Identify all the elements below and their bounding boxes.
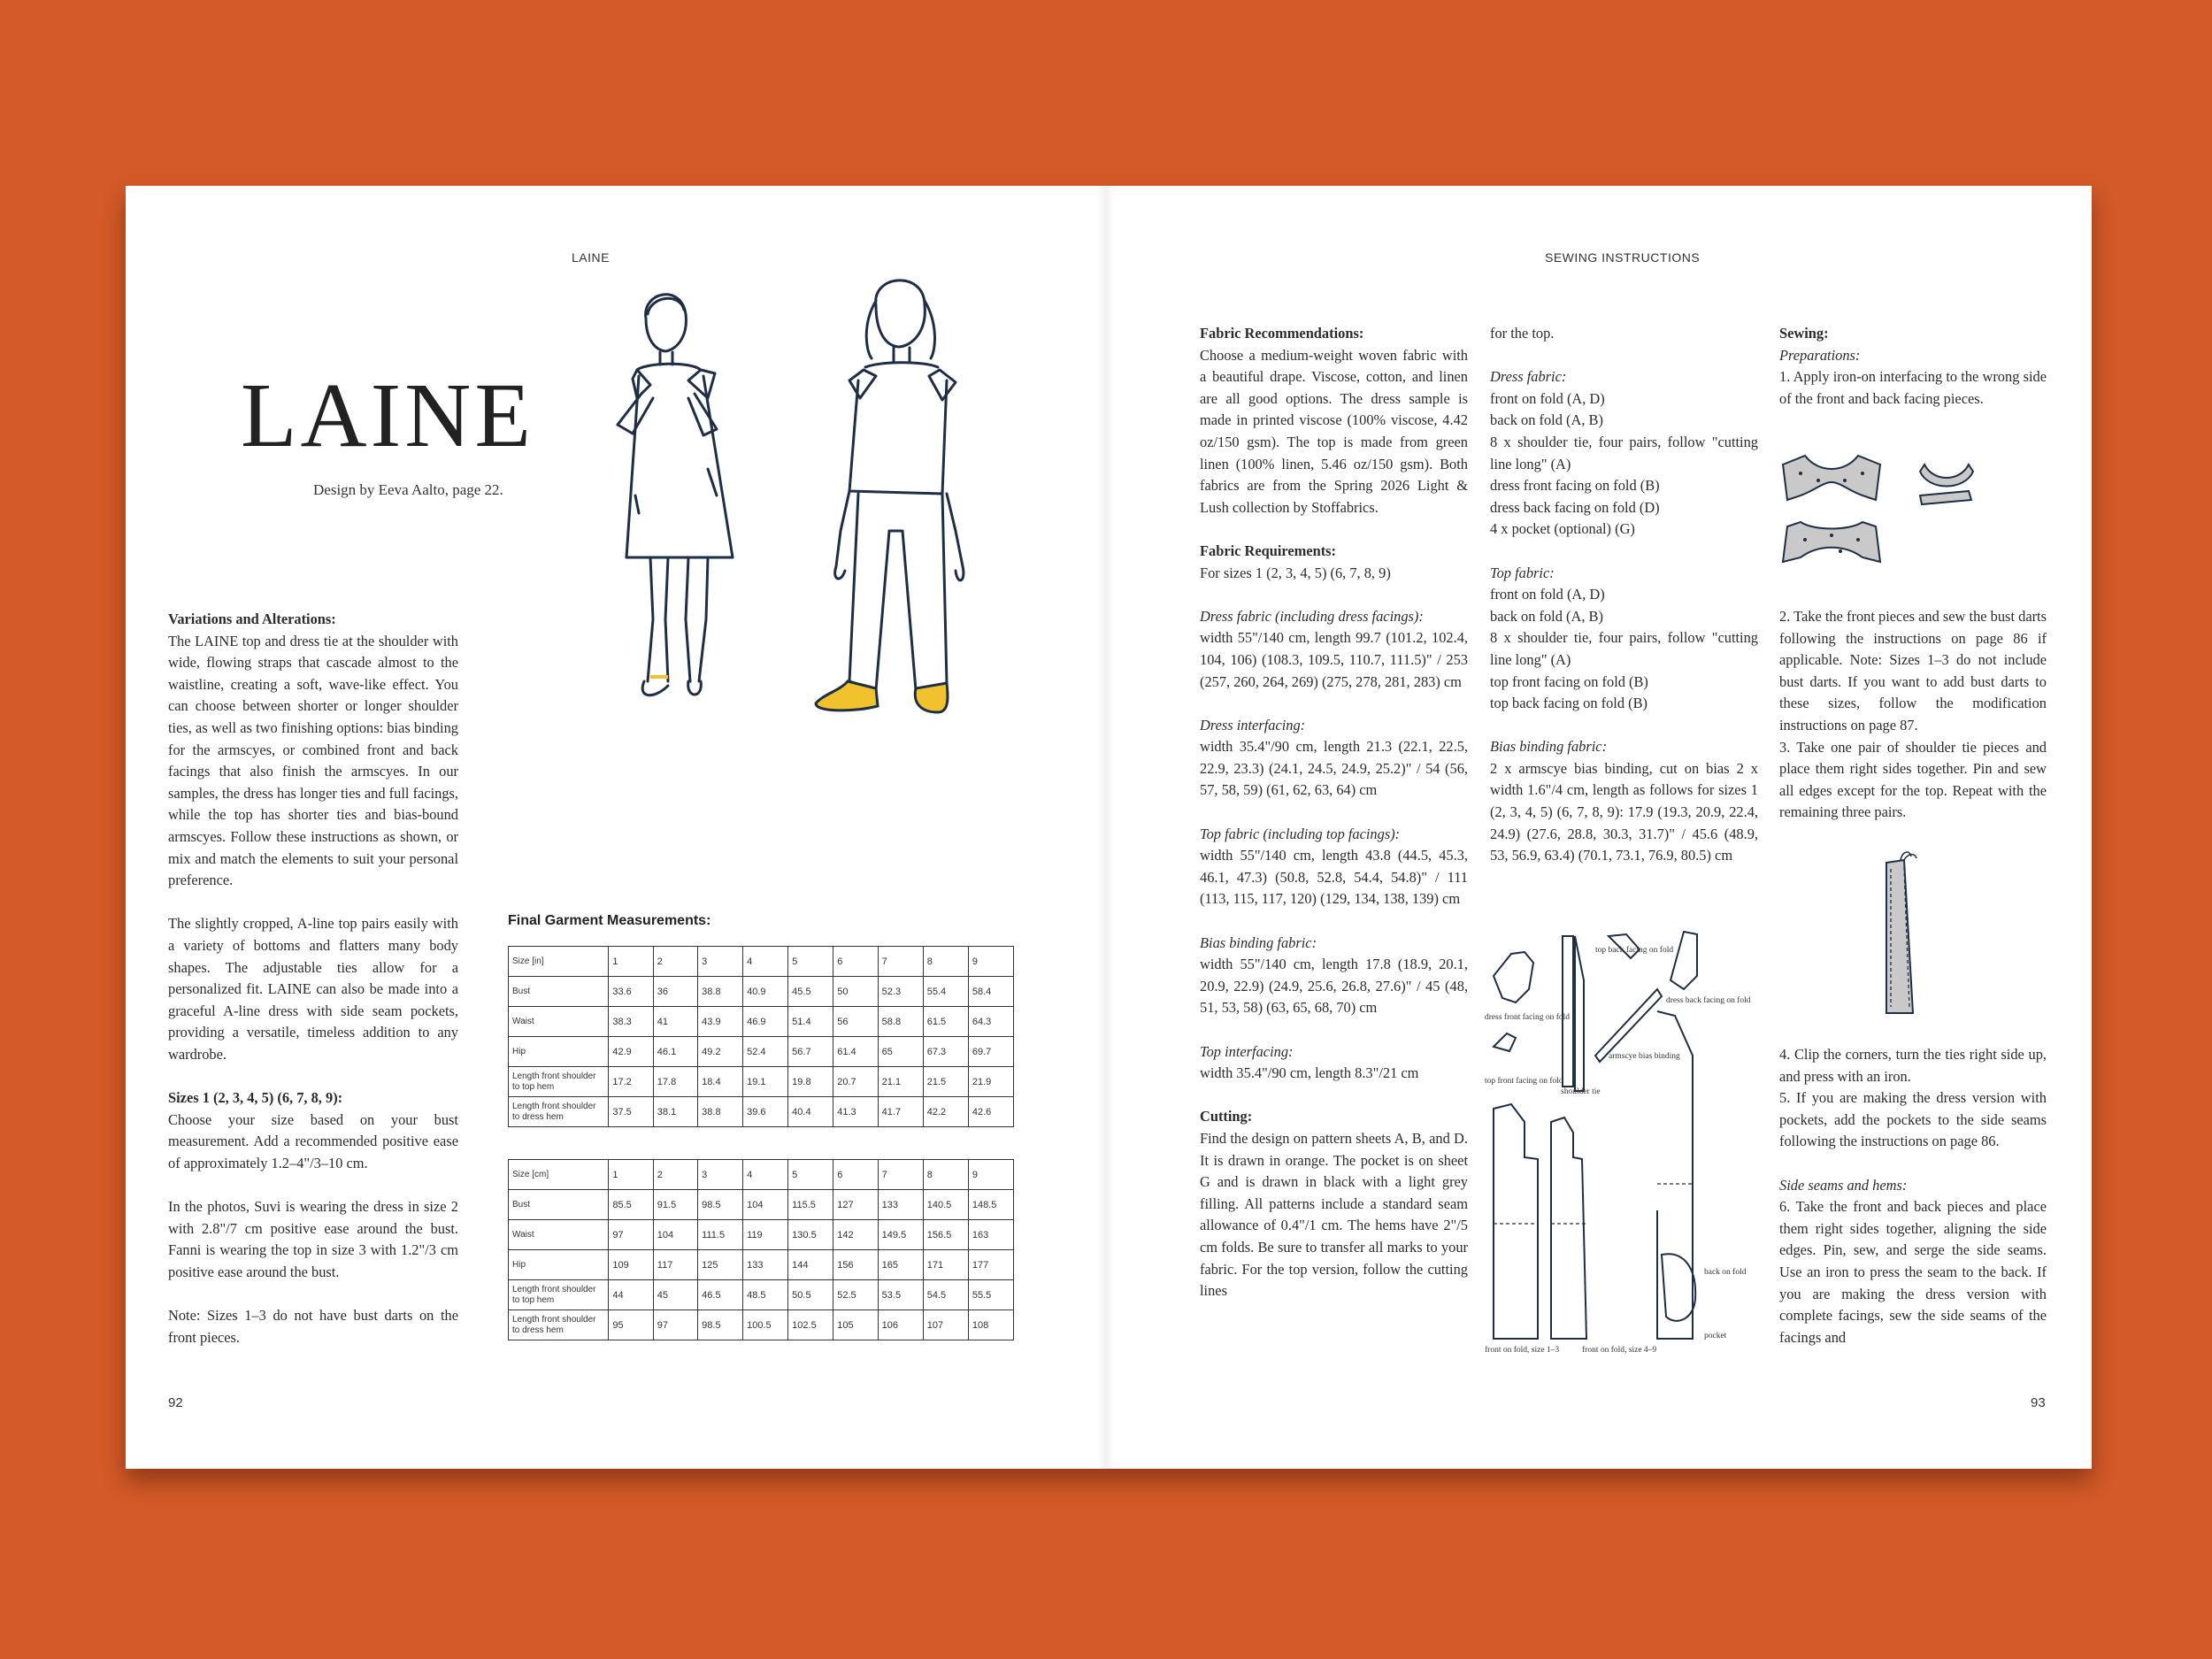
table-cell: 9 <box>968 947 1013 977</box>
table-cell: 5 <box>788 947 833 977</box>
dress-fabric-label: Dress fabric (including dress facings): <box>1200 607 1424 625</box>
dress-front-facing-piece <box>1494 952 1533 1002</box>
table-cell: 8 <box>923 947 968 977</box>
table-cell: 5 <box>788 1160 833 1190</box>
table-cell: 156.5 <box>923 1220 968 1250</box>
label-top-front-facing: top front facing on fold <box>1485 1077 1563 1086</box>
top-interfacing-text: width 35.4"/90 cm, length 8.3"/21 cm <box>1200 1064 1419 1082</box>
table-cell: Length front shoulder to top hem <box>509 1067 609 1097</box>
table-cell: 46.9 <box>743 1007 788 1037</box>
table-cell: 100.5 <box>743 1310 788 1340</box>
shoulder-tie-illustration <box>1876 849 1929 1018</box>
table-cell: 48.5 <box>743 1280 788 1310</box>
table-cell: 58.4 <box>968 977 1013 1007</box>
table-cell: 42.2 <box>923 1097 968 1127</box>
table-cell: 142 <box>833 1220 878 1250</box>
table-cell: 43.9 <box>698 1007 743 1037</box>
table-cell: 4 <box>743 1160 788 1190</box>
label-dress-back-facing: dress back facing on fold <box>1666 996 1751 1005</box>
table-cell: 6 <box>833 1160 878 1190</box>
table-cell: 7 <box>878 947 923 977</box>
table-cell: 64.3 <box>968 1007 1013 1037</box>
right-column-1 <box>1200 323 1468 1302</box>
table-cell: 50 <box>833 977 878 1007</box>
table-cell: 106 <box>878 1310 923 1340</box>
table-cell: 41 <box>653 1007 697 1037</box>
table-cell: 19.1 <box>743 1067 788 1097</box>
table-cell: 117 <box>653 1250 697 1280</box>
label-shoulder-tie: shoulder tie <box>1561 1087 1601 1096</box>
top-front-facing-piece <box>1494 1033 1516 1051</box>
facing-pieces-illustration <box>1778 447 1982 580</box>
table-cell: 107 <box>923 1310 968 1340</box>
table-cell: 54.5 <box>923 1280 968 1310</box>
shoulder-tie-piece <box>1563 936 1573 1087</box>
table-cell: 156 <box>833 1250 878 1280</box>
right-column-3-cont <box>1779 606 2047 824</box>
table-cell: 40.4 <box>788 1097 833 1127</box>
dress-interfacing-label: Dress interfacing: <box>1200 716 1306 733</box>
table-row <box>509 1250 1014 1280</box>
table-cell: 105 <box>833 1310 878 1340</box>
measurements-table <box>508 946 1014 1340</box>
table-cell: 20.7 <box>833 1067 878 1097</box>
pocket-piece <box>1662 1254 1695 1321</box>
table-cell: 37.5 <box>609 1097 653 1127</box>
table-cell: 49.2 <box>698 1037 743 1067</box>
armscye-bias-binding <box>1595 989 1662 1062</box>
table-row <box>509 977 1014 1007</box>
table-cell: 91.5 <box>653 1190 697 1220</box>
label-front-1-3: front on fold, size 1–3 <box>1485 1346 1560 1355</box>
yellow-shoe-right <box>915 683 948 712</box>
table-cell: 148.5 <box>968 1190 1013 1220</box>
table-cell: 56 <box>833 1007 878 1037</box>
step-3: 3. Take one pair of shoulder tie pieces and place them right sides together. Pin and sew all edges except for the top. Repeat with the remaining three pairs. <box>1779 738 2047 821</box>
table-cell: 19.8 <box>788 1067 833 1097</box>
table-cell: 98.5 <box>698 1190 743 1220</box>
table-cell: 9 <box>968 1160 1013 1190</box>
cutting-heading: Cutting: <box>1200 1108 1253 1125</box>
table-cell: 149.5 <box>878 1220 923 1250</box>
table-cell: 36 <box>653 977 697 1007</box>
right-column-2 <box>1490 323 1758 867</box>
sizes-heading: Sizes 1 (2, 3, 4, 5) (6, 7, 8, 9): <box>168 1089 343 1107</box>
table-cell: 38.1 <box>653 1097 697 1127</box>
table-row <box>509 1097 1014 1127</box>
table-cell: 108 <box>968 1310 1013 1340</box>
table-cell: 65 <box>878 1037 923 1067</box>
table-cell: Length front shoulder to top hem <box>509 1280 609 1310</box>
table-cell: Waist <box>509 1220 609 1250</box>
table-cell: Hip <box>509 1037 609 1067</box>
table-cell: 3 <box>698 1160 743 1190</box>
table-cell: Hip <box>509 1250 609 1280</box>
table-cell: Length front shoulder to dress hem <box>509 1097 609 1127</box>
step-2: 2. Take the front pieces and sew the bust darts following the instructions on page 86 if applicable. Note: Sizes 1–3 do not include bust darts. If you want to add bust darts to these sizes, follow the modification instructions on page 87. <box>1779 608 2047 733</box>
table-cell: 2 <box>653 1160 697 1190</box>
table-cell: 1 <box>609 1160 653 1190</box>
right-column-3-bottom <box>1779 1044 2047 1348</box>
table-cell: 52.4 <box>743 1037 788 1067</box>
table-cell: 2 <box>653 947 697 977</box>
cut-dress-line: 4 x pocket (optional) (G) <box>1490 520 1635 538</box>
table-cell: 45.5 <box>788 977 833 1007</box>
table-header-row <box>509 947 1014 977</box>
page-title: LAINE <box>241 365 534 466</box>
top-figure <box>835 280 964 690</box>
table-row <box>509 1007 1014 1037</box>
table-cell: 46.1 <box>653 1037 697 1067</box>
table-cell: 109 <box>609 1250 653 1280</box>
table-cell: 4 <box>743 947 788 977</box>
front-piece-size-4-9 <box>1551 1118 1586 1339</box>
photos-text: In the photos, Suvi is wearing the dress in size 2 with 2.8"/7 cm positive ease around the bust. Fanni is wearing the top in size 3 with 1.2"/3 cm positive ease around the bust. <box>168 1198 458 1280</box>
table-row <box>509 1280 1014 1310</box>
table-row <box>509 1067 1014 1097</box>
table-cell: 52.5 <box>833 1280 878 1310</box>
running-head-right: SEWING INSTRUCTIONS <box>1545 250 1701 265</box>
table-cell: 51.4 <box>788 1007 833 1037</box>
note-text: Note: Sizes 1–3 do not have bust darts on the front pieces. <box>168 1307 458 1346</box>
table-row <box>509 1190 1014 1220</box>
cut-top-line: top front facing on fold (B) <box>1490 672 1648 690</box>
table-header-row <box>509 1160 1014 1190</box>
side-seams-label: Side seams and hems: <box>1779 1176 1908 1194</box>
table-cell: 102.5 <box>788 1310 833 1340</box>
table-cell: 98.5 <box>698 1310 743 1340</box>
running-head-left: LAINE <box>572 250 610 265</box>
cut-dress-line: dress front facing on fold (B) <box>1490 477 1660 495</box>
label-front-4-9: front on fold, size 4–9 <box>1582 1346 1657 1355</box>
pattern-layout-diagram <box>1485 927 1768 1361</box>
table-cell: 18.4 <box>698 1067 743 1097</box>
table-cell: 46.5 <box>698 1280 743 1310</box>
table-cell: 40.9 <box>743 977 788 1007</box>
table-cell: 17.8 <box>653 1067 697 1097</box>
table-title: Final Garment Measurements: <box>508 913 711 928</box>
variations-text: The LAINE top and dress tie at the shoulder with wide, flowing straps that cascade almost to the waistline, creating a soft, wave-like effect. You can choose between shorter or longer shoulder ties, as well as two finishing options: bias binding for the armscyes, or combined front and back facings that also finish the armscyes. In our samples, the dress has longer ties and full facings, while the top has shorter ties and bias-bound armscyes. Follow these instructions as shown, or mix and match the elements to suit your personal preference. <box>168 632 458 889</box>
table-cell: 56.7 <box>788 1037 833 1067</box>
dress-back-facing-piece <box>1671 932 1697 989</box>
preparations-label: Preparations: <box>1779 346 1861 364</box>
table-cell: 17.2 <box>609 1067 653 1097</box>
table-cell: 33.6 <box>609 977 653 1007</box>
fashion-illustration <box>584 265 1026 885</box>
label-dress-front-facing: dress front facing on fold <box>1485 1013 1571 1022</box>
table-cell: 67.3 <box>923 1037 968 1067</box>
table-spacer-cell <box>509 1127 1014 1160</box>
byline: Design by Eeva Aalto, page 22. <box>313 481 503 498</box>
table-cell: 165 <box>878 1250 923 1280</box>
table-cell: 97 <box>609 1220 653 1250</box>
page-gutter <box>1097 186 1115 1469</box>
table-cell: 177 <box>968 1250 1013 1280</box>
table-cell: 8 <box>923 1160 968 1190</box>
sizes-text: Choose your size based on your bust measurement. Add a recommended positive ease of approximately 1.2–4"/3–10 cm. <box>168 1110 458 1171</box>
table-cell: Length front shoulder to dress hem <box>509 1310 609 1340</box>
top-interfacing-label: Top interfacing: <box>1200 1042 1294 1060</box>
cut-dress-line: back on fold (A, B) <box>1490 411 1603 429</box>
continued-text: for the top. <box>1490 325 1555 342</box>
table-cell: 42.6 <box>968 1097 1013 1127</box>
cut-top-fabric-label: Top fabric: <box>1490 564 1555 581</box>
step-6: 6. Take the front and back pieces and place them right sides together, aligning the side edges. Pin, sew, and serge the side seams. Use an iron to press the seam to the back. If you are making the dress version with complete facings, sew the side seams of the facings and <box>1779 1198 2047 1346</box>
fabric-rec-text: Choose a medium-weight woven fabric with a beautiful drape. Viscose, cotton, and linen are all good options. The dress sample is made in printed viscose (100% viscose, 4.42 oz/150 gsm). The top is made from green linen (100% linen, 5.46 oz/150 gsm). Both fabrics are from the Spring 2026 Light & Lush collection by Stoffabrics. <box>1200 346 1468 516</box>
table-cell: 61.5 <box>923 1007 968 1037</box>
table-cell: 127 <box>833 1190 878 1220</box>
cut-dress-fabric-label: Dress fabric: <box>1490 368 1567 386</box>
variations-heading: Variations and Alterations: <box>168 611 336 627</box>
top-fabric-text: width 55"/140 cm, length 43.8 (44.5, 45.3, 46.1, 47.3) (50.8, 52.8, 54.4, 54.8)" / 111 (113, 115, 117, 120) (129, 134, 138, 139) cm <box>1200 847 1468 908</box>
table-cell: 115.5 <box>788 1190 833 1220</box>
fabric-rec-heading: Fabric Recommendations: <box>1200 325 1364 342</box>
table-cell: 38.3 <box>609 1007 653 1037</box>
table-cell: Size [in] <box>509 947 609 977</box>
cut-top-line: front on fold (A, D) <box>1490 586 1605 603</box>
table-cell: 6 <box>833 947 878 977</box>
step-5: 5. If you are making the dress version with pockets, add the pockets to the side seams following the instructions on page 86. <box>1779 1089 2047 1150</box>
table-cell: 45 <box>653 1280 697 1310</box>
table-cell: 21.9 <box>968 1067 1013 1097</box>
table-cell: 52.3 <box>878 977 923 1007</box>
shoulder-tie-piece-2 <box>1575 936 1584 1091</box>
cut-dress-line: dress back facing on fold (D) <box>1490 498 1660 516</box>
fabric-req-heading: Fabric Requirements: <box>1200 541 1337 559</box>
table-cell: 58.8 <box>878 1007 923 1037</box>
table-cell: 119 <box>743 1220 788 1250</box>
fabric-req-sizes: For sizes 1 (2, 3, 4, 5) (6, 7, 8, 9) <box>1200 564 1391 581</box>
table-cell: 125 <box>698 1250 743 1280</box>
table-row <box>509 1310 1014 1340</box>
cut-bias-text: 2 x armscye bias binding, cut on bias 2 x width 1.6"/4 cm, length as follows for sizes 1 (2, 3, 4, 5) (6, 7, 8, 9): 17.9 (19.3, 20.9, 22.4, 24.9) (27.6, 28.8, 30.3, 31.7)" / 45.6 (48.9, 53, 56.9, 63.4) (70.1, 73.1, 76.9, 80.5) cm <box>1490 759 1758 864</box>
bias-fabric-label: Bias binding fabric: <box>1200 933 1317 951</box>
dress-figure <box>618 295 733 695</box>
table-cell: Waist <box>509 1007 609 1037</box>
label-armscye: armscye bias binding <box>1609 1052 1680 1061</box>
table-cell: 41.3 <box>833 1097 878 1127</box>
cut-top-line: back on fold (A, B) <box>1490 607 1603 625</box>
table-spacer <box>509 1127 1014 1160</box>
label-back-on-fold: back on fold <box>1704 1268 1747 1277</box>
page-number-right: 93 <box>2031 1395 2046 1410</box>
cut-dress-line: front on fold (A, D) <box>1490 389 1605 407</box>
top-description: The slightly cropped, A-line top pairs easily with a variety of bottoms and flatters many body shapes. The adjustable ties allow for a personalized fit. LAINE can also be made into a graceful A-line dress with side seam pockets, providing a versatile, timeless addition to any wardrobe. <box>168 915 458 1063</box>
cut-bias-label: Bias binding fabric: <box>1490 738 1608 756</box>
table-cell: 55.4 <box>923 977 968 1007</box>
table-cell: 69.7 <box>968 1037 1013 1067</box>
table-cell: 104 <box>743 1190 788 1220</box>
table-cell: 50.5 <box>788 1280 833 1310</box>
yellow-shoe-left <box>816 681 878 710</box>
table-cell: 42.9 <box>609 1037 653 1067</box>
table-cell: 21.5 <box>923 1067 968 1097</box>
table-cell: 7 <box>878 1160 923 1190</box>
table-cell: 95 <box>609 1310 653 1340</box>
bias-fabric-text: width 55"/140 cm, length 17.8 (18.9, 20.1, 20.9, 22.9) (24.9, 25.6, 26.8, 27.6)" / 45 (48, 51, 53, 58) (63, 65, 68, 70) cm <box>1200 956 1468 1017</box>
table-cell: 21.1 <box>878 1067 923 1097</box>
top-fabric-label: Top fabric (including top facings): <box>1200 825 1401 842</box>
table-cell: Size [cm] <box>509 1160 609 1190</box>
page-number-left: 92 <box>168 1395 183 1410</box>
table-row <box>509 1220 1014 1250</box>
table-cell: 1 <box>609 947 653 977</box>
dress-fabric-text: width 55"/140 cm, length 99.7 (101.2, 102.4, 104, 106) (108.3, 109.5, 110.7, 111.5)" / 253 (257, 260, 264, 269) (275, 278, 281, 283) cm <box>1200 629 1468 690</box>
cut-top-line: top back facing on fold (B) <box>1490 695 1647 712</box>
table-cell: 44 <box>609 1280 653 1310</box>
table-cell: 38.8 <box>698 1097 743 1127</box>
table-cell: Bust <box>509 1190 609 1220</box>
table-cell: 55.5 <box>968 1280 1013 1310</box>
front-piece-size-1-3 <box>1494 1104 1538 1339</box>
table-row <box>509 1037 1014 1067</box>
table-cell: 41.7 <box>878 1097 923 1127</box>
table-cell: 3 <box>698 947 743 977</box>
step-1: 1. Apply iron-on interfacing to the wrong side of the front and back facing pieces. <box>1779 368 2047 407</box>
cut-dress-line: 8 x shoulder tie, four pairs, follow "cutting line long" (A) <box>1490 433 1758 472</box>
table-cell: Bust <box>509 977 609 1007</box>
table-cell: 144 <box>788 1250 833 1280</box>
step-4: 4. Clip the corners, turn the ties right side up, and press with an iron. <box>1779 1046 2047 1085</box>
cutting-text: Find the design on pattern sheets A, B, and D. It is drawn in orange. The pocket is on sheet G and is drawn in black with a light grey filling. All patterns include a standard seam allowance of 0.4"/1 cm. The hems have 2"/5 cm folds. Be sure to transfer all marks to your fabric. For the top version, follow the cutting lines <box>1200 1129 1468 1300</box>
table-cell: 130.5 <box>788 1220 833 1250</box>
table-cell: 111.5 <box>698 1220 743 1250</box>
table-cell: 163 <box>968 1220 1013 1250</box>
sewing-heading: Sewing: <box>1779 325 1829 342</box>
cut-top-line: 8 x shoulder tie, four pairs, follow "cutting line long" (A) <box>1490 629 1758 668</box>
table-cell: 171 <box>923 1250 968 1280</box>
label-pocket: pocket <box>1704 1332 1727 1340</box>
table-cell: 133 <box>743 1250 788 1280</box>
table-cell: 104 <box>653 1220 697 1250</box>
left-text-column <box>168 609 458 1371</box>
table-cell: 39.6 <box>743 1097 788 1127</box>
table-cell: 53.5 <box>878 1280 923 1310</box>
label-top-back-facing: top back facing on fold <box>1595 946 1674 955</box>
table-cell: 85.5 <box>609 1190 653 1220</box>
table-cell: 140.5 <box>923 1190 968 1220</box>
table-cell: 133 <box>878 1190 923 1220</box>
table-cell: 97 <box>653 1310 697 1340</box>
table-cell: 61.4 <box>833 1037 878 1067</box>
right-column-3 <box>1779 323 2047 410</box>
table-cell: 38.8 <box>698 977 743 1007</box>
dress-interfacing-text: width 35.4"/90 cm, length 21.3 (22.1, 22.5, 22.9, 23.3) (24.1, 24.5, 24.9, 25.2)" / 54 (56, 57, 58, 59) (61, 62, 63, 64) cm <box>1200 738 1468 799</box>
